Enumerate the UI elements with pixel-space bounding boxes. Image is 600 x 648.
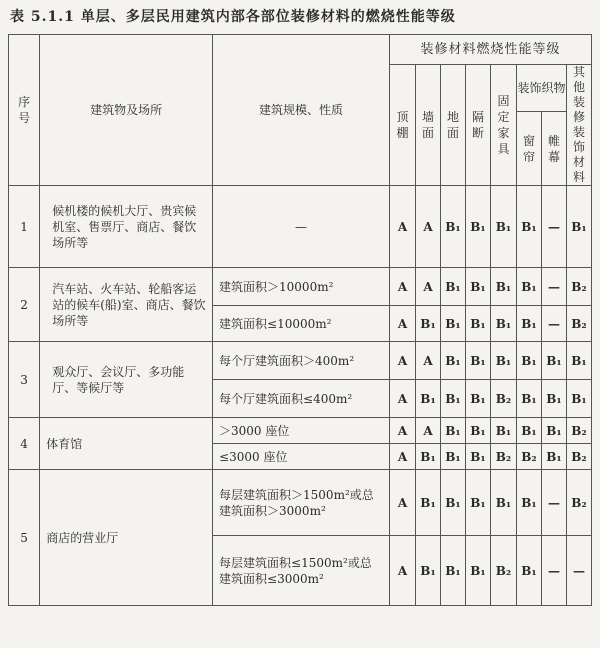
grade-cell: B₁ [465, 470, 490, 536]
grade-cell: B₁ [490, 470, 516, 536]
row-scale: 每个厅建筑面积＞400m² [213, 342, 390, 380]
grade-cell: B₁ [416, 444, 441, 470]
grade-cell: B₁ [516, 470, 541, 536]
row-scale: 每个厅建筑面积≤400m² [213, 380, 390, 418]
grade-cell: — [541, 536, 566, 606]
grade-cell: A [416, 268, 441, 306]
grade-cell: B₂ [490, 536, 516, 606]
row-scale: 每层建筑面积＞1500m²或总建筑面积＞3000m² [213, 470, 390, 536]
header-scale: 建筑规模、性质 [213, 35, 390, 186]
grade-cell: B₁ [465, 418, 490, 444]
grade-cell: B₁ [465, 186, 490, 268]
row-serial: 5 [9, 470, 40, 606]
row-scale: ＞3000 座位 [213, 418, 390, 444]
row-scale: 每层建筑面积≤1500m²或总建筑面积≤3000m² [213, 536, 390, 606]
grade-cell: B₁ [566, 380, 591, 418]
grade-cell: B₁ [541, 418, 566, 444]
grade-cell: B₁ [465, 380, 490, 418]
header-floor: 地面 [441, 65, 466, 186]
row-serial: 3 [9, 342, 40, 418]
grade-cell: B₁ [541, 380, 566, 418]
grade-cell: B₁ [516, 186, 541, 268]
grade-cell: B₁ [541, 444, 566, 470]
row-serial: 4 [9, 418, 40, 470]
grade-cell: B₁ [490, 342, 516, 380]
table-row [9, 418, 592, 444]
grade-cell: A [390, 470, 416, 536]
grade-cell: A [390, 536, 416, 606]
header-building: 建筑物及场所 [40, 35, 213, 186]
header-furniture: 固定家具 [490, 65, 516, 186]
grade-cell: B₂ [490, 444, 516, 470]
grade-cell: A [390, 418, 416, 444]
row-place: 汽车站、火车站、轮船客运站的候车(船)室、商店、餐饮场所等 [40, 268, 213, 342]
grade-cell: B₁ [416, 306, 441, 342]
table-row [9, 470, 592, 536]
header-partition: 隔断 [465, 65, 490, 186]
grade-cell: B₁ [441, 306, 466, 342]
table-row [9, 268, 592, 306]
grade-cell: B₁ [465, 444, 490, 470]
grade-cell: B₁ [441, 444, 466, 470]
grade-cell: B₂ [566, 418, 591, 444]
row-place: 候机楼的候机大厅、贵宾候机室、售票厅、商店、餐饮场所等 [40, 186, 213, 268]
grade-cell: B₁ [441, 470, 466, 536]
grade-cell: B₂ [566, 268, 591, 306]
row-scale: 建筑面积≤10000m² [213, 306, 390, 342]
grade-cell: B₁ [541, 342, 566, 380]
row-scale: 建筑面积＞10000m² [213, 268, 390, 306]
grade-cell: A [390, 444, 416, 470]
table-row [9, 186, 592, 268]
grade-cell: A [416, 342, 441, 380]
grade-cell: A [390, 268, 416, 306]
grade-cell: A [390, 186, 416, 268]
row-serial: 1 [9, 186, 40, 268]
grade-cell: B₁ [516, 306, 541, 342]
grade-cell: B₁ [441, 268, 466, 306]
header-fabric: 装饰织物 [516, 65, 566, 112]
grade-cell: B₁ [441, 186, 466, 268]
row-serial: 2 [9, 268, 40, 342]
grade-cell: B₁ [441, 418, 466, 444]
grade-cell: B₁ [516, 536, 541, 606]
grade-cell: B₁ [516, 268, 541, 306]
header-other: 其他装修装饰材料 [566, 65, 591, 186]
grade-cell: B₁ [516, 418, 541, 444]
grade-cell: — [541, 470, 566, 536]
grade-cell: B₁ [416, 380, 441, 418]
grade-cell: B₁ [465, 536, 490, 606]
row-place: 体育馆 [40, 418, 213, 470]
grade-cell: B₂ [490, 380, 516, 418]
grade-cell: — [541, 306, 566, 342]
row-place: 观众厅、会议厅、多功能厅、等候厅等 [40, 342, 213, 418]
grade-cell: B₁ [441, 536, 466, 606]
grade-cell: — [566, 536, 591, 606]
grade-cell: B₂ [566, 444, 591, 470]
grade-cell: — [541, 268, 566, 306]
table-row [9, 342, 592, 380]
grade-cell: A [416, 418, 441, 444]
header-grade-group: 装修材料燃烧性能等级 [390, 35, 592, 65]
grade-cell: B₁ [490, 418, 516, 444]
header-curtain: 窗帘 [516, 112, 541, 186]
grade-cell: B₁ [490, 306, 516, 342]
grade-cell: — [541, 186, 566, 268]
grade-cell: B₂ [566, 470, 591, 536]
grade-cell: B₁ [441, 342, 466, 380]
row-scale: — [213, 186, 390, 268]
grade-cell: B₁ [441, 380, 466, 418]
grade-cell: B₂ [566, 306, 591, 342]
grade-cell: B₁ [490, 186, 516, 268]
grade-cell: B₁ [465, 268, 490, 306]
grade-cell: B₁ [465, 306, 490, 342]
grade-cell: B₁ [465, 342, 490, 380]
header-wall: 墙面 [416, 65, 441, 186]
grade-cell: A [390, 380, 416, 418]
table-caption: 表 5.1.1 单层、多层民用建筑内部各部位装修材料的燃烧性能等级 [10, 9, 456, 25]
grade-cell: B₁ [416, 470, 441, 536]
grade-cell: B₁ [566, 342, 591, 380]
grade-cell: B₁ [416, 536, 441, 606]
grade-cell: B₁ [516, 342, 541, 380]
grade-cell: A [390, 342, 416, 380]
grade-cell: A [390, 306, 416, 342]
header-ceiling: 顶棚 [390, 65, 416, 186]
row-scale: ≤3000 座位 [213, 444, 390, 470]
row-place: 商店的营业厅 [40, 470, 213, 606]
header-serial: 序号 [9, 35, 40, 186]
grade-cell: B₁ [566, 186, 591, 268]
grade-cell: B₁ [490, 268, 516, 306]
fire-rating-table [8, 34, 592, 606]
grade-cell: B₂ [516, 444, 541, 470]
grade-cell: B₁ [516, 380, 541, 418]
grade-cell: A [416, 186, 441, 268]
header-drape: 帷幕 [541, 112, 566, 186]
